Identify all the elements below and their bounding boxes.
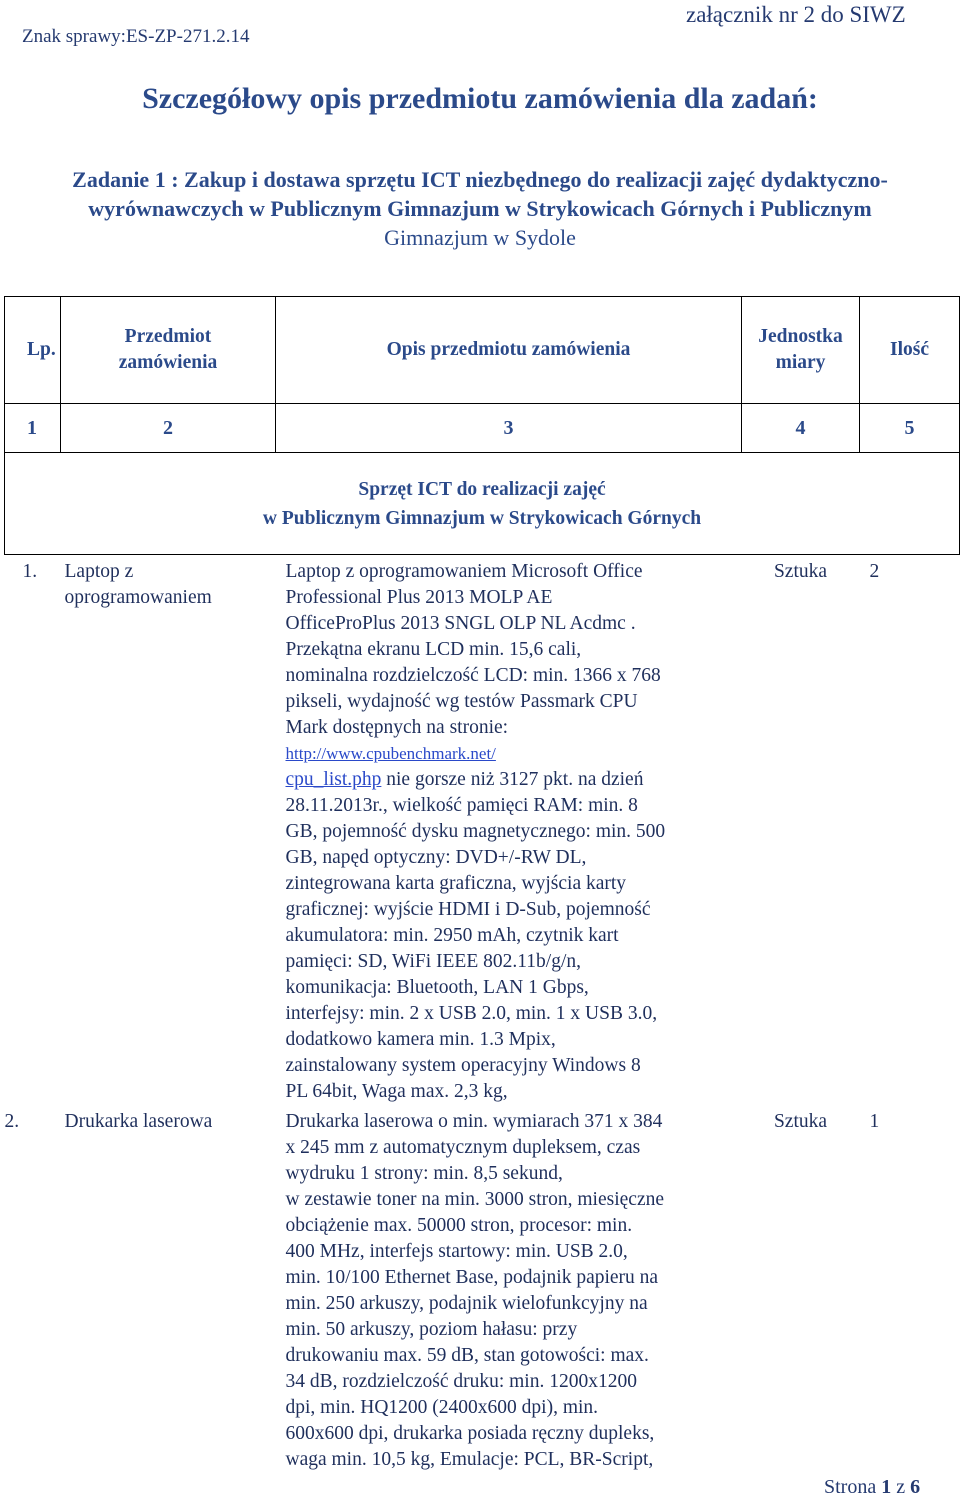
desc-line: nominalna rozdzielczość LCD: min. 1366 x 768 <box>285 665 661 686</box>
column-number: 1 <box>5 404 61 453</box>
desc-line: pikseli, wydajność wg testów Passmark CPU <box>285 691 638 712</box>
row-description <box>276 1105 742 1473</box>
desc-link-line-1 <box>286 741 734 767</box>
page-current: 1 <box>881 1476 892 1498</box>
header-unit <box>742 297 860 404</box>
column-number: 4 <box>742 404 860 453</box>
desc-line: akumulatora: min. 2950 mAh, czytnik kart <box>285 925 619 946</box>
page-total: 6 <box>910 1476 921 1498</box>
desc-line: GB, napęd optyczny: DVD+/-RW DL, <box>285 847 587 868</box>
desc-line: 600x600 dpi, drukarka posiada ręczny dupleks, <box>285 1423 655 1444</box>
desc-line: zainstalowany system operacyjny Windows 8 <box>285 1055 641 1076</box>
page-number <box>824 1476 920 1499</box>
task-title-line-3: Gimnazjum w Sydole <box>384 225 576 250</box>
desc-line: wydruku 1 strony: min. 8,5 sekund, <box>285 1163 563 1184</box>
task-title-line-2: wyrównawczych w Publicznym Gimnazjum w Strykowicach Górnych i Publicznym <box>88 196 872 221</box>
header-unit-line-2: miary <box>775 352 826 373</box>
header-lp: Lp. <box>5 297 61 404</box>
row-quantity: 1 <box>869 1111 880 1132</box>
desc-link-line-2 <box>286 767 734 793</box>
header-description: Opis przedmiotu zamówienia <box>276 297 742 404</box>
desc-line: Mark dostępnych na stronie: <box>285 717 509 738</box>
section-heading <box>5 453 960 555</box>
desc-line: Drukarka laserowa o min. wymiarach 371 x 384 <box>285 1111 663 1132</box>
document-title: Szczegółowy opis przedmiotu zamówienia dla zadań: <box>142 82 818 115</box>
header-subject-line-1: Przedmiot <box>124 326 212 347</box>
desc-line: GB, pojemność dysku magnetycznego: min. 500 <box>285 821 666 842</box>
header-quantity: Ilość <box>860 297 960 404</box>
desc-line: interfejsy: min. 2 x USB 2.0, min. 1 x USB 3.0, <box>285 1003 658 1024</box>
task-title <box>0 165 960 252</box>
desc-line: drukowaniu max. 59 dB, stan gotowości: max. <box>285 1345 649 1366</box>
section-heading-line-2: w Publicznym Gimnazjum w Strykowicach Górnych <box>262 507 702 529</box>
table-header-row <box>5 297 960 404</box>
desc-line: min. 250 arkuszy, podajnik wielofunkcyjny na <box>285 1293 648 1314</box>
attachment-label: załącznik nr 2 do SIWZ <box>686 2 906 27</box>
task-title-line-1: Zadanie 1 : Zakup i dostawa sprzętu ICT niezbędnego do realizacji zajęć dydaktyczno- <box>72 167 888 192</box>
row-name <box>61 1105 276 1473</box>
row-unit: Sztuka <box>773 1111 828 1132</box>
column-number: 3 <box>276 404 742 453</box>
column-number: 5 <box>860 404 960 453</box>
page-of: z <box>896 1476 906 1498</box>
desc-line: PL 64bit, Waga max. 2,3 kg, <box>285 1081 508 1102</box>
desc-line: dodatkowo kamera min. 1.3 Mpix, <box>285 1029 556 1050</box>
row-name-line-1: Laptop z <box>64 561 134 582</box>
specification-table <box>4 296 960 1473</box>
column-number-row <box>5 404 960 453</box>
table-row <box>5 555 960 1106</box>
desc-line: graficznej: wyjście HDMI i D-Sub, pojemność <box>285 899 651 920</box>
desc-line: min. 50 arkuszy, poziom hałasu: przy <box>285 1319 578 1340</box>
desc-line: OfficeProPlus 2013 SNGL OLP NL Acdmc . <box>285 613 636 634</box>
benchmark-link-part-2[interactable]: cpu_list.php <box>285 769 382 790</box>
row-lp: 2. <box>4 1111 20 1132</box>
desc-line: pamięci: SD, WiFi IEEE 802.11b/g/n, <box>285 951 581 972</box>
desc-line: w zestawie toner na min. 3000 stron, miesięczne <box>285 1189 665 1210</box>
desc-line: Przekątna ekranu LCD min. 15,6 cali, <box>285 639 582 660</box>
row-description <box>276 555 742 1106</box>
header-subject-line-2: zamówienia <box>118 352 218 373</box>
table-row <box>5 1105 960 1473</box>
desc-line: min. 10/100 Ethernet Base, podajnik papieru na <box>285 1267 659 1288</box>
desc-line: 400 MHz, interfejs startowy: min. USB 2.0, <box>285 1241 628 1262</box>
desc-after-link: nie gorsze niż 3127 pkt. na dzień <box>381 769 644 790</box>
desc-line: 34 dB, rozdzielczość druku: min. 1200x1200 <box>285 1371 637 1392</box>
header-unit-line-1: Jednostka <box>758 326 843 347</box>
row-unit: Sztuka <box>773 561 828 582</box>
benchmark-link-part-1[interactable]: http://www.cpubenchmark.net/ <box>285 744 496 763</box>
desc-line: Professional Plus 2013 MOLP AE <box>285 587 553 608</box>
desc-line: Laptop z oprogramowaniem Microsoft Office <box>285 561 643 582</box>
desc-line: zintegrowana karta graficzna, wyjścia karty <box>285 873 627 894</box>
row-name-line-1: Drukarka laserowa <box>64 1111 213 1132</box>
desc-line: dpi, min. HQ1200 (2400x600 dpi), min. <box>285 1397 599 1418</box>
row-lp: 1. <box>22 561 38 582</box>
column-number: 2 <box>61 404 276 453</box>
case-number: Znak sprawy:ES-ZP-271.2.14 <box>22 26 250 47</box>
desc-line: waga min. 10,5 kg, Emulacje: PCL, BR-Script, <box>285 1449 654 1470</box>
page-word: Strona <box>824 1476 877 1498</box>
desc-line: x 245 mm z automatycznym dupleksem, czas <box>285 1137 641 1158</box>
row-name-line-2: oprogramowaniem <box>64 587 212 608</box>
row-quantity: 2 <box>869 561 880 582</box>
section-row <box>5 453 960 555</box>
desc-line: obciążenie max. 50000 stron, procesor: min. <box>285 1215 633 1236</box>
row-name <box>61 555 276 1106</box>
desc-line: komunikacja: Bluetooth, LAN 1 Gbps, <box>285 977 589 998</box>
header-subject <box>61 297 276 404</box>
desc-line: 28.11.2013r., wielkość pamięci RAM: min. 8 <box>285 795 638 816</box>
section-heading-line-1: Sprzęt ICT do realizacji zajęć <box>358 478 606 500</box>
